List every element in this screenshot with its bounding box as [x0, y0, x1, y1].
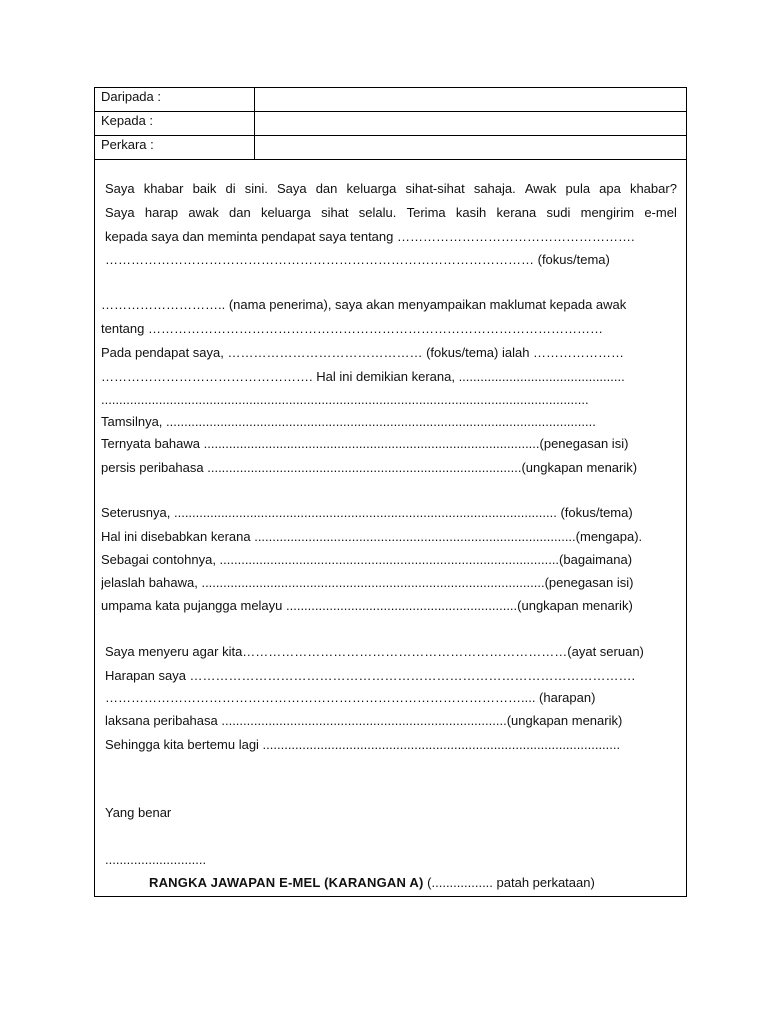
para1-line4: ……………………………………………………………………………………… (fokus/tema): [105, 252, 610, 267]
to-row: [95, 112, 686, 136]
para1-line2-word: Terima: [406, 205, 446, 220]
para2-line3: Pada pendapat saya, ……………………………………… (fokus/tema) ialah …………………: [101, 345, 625, 360]
para1-line2-word: mengirim: [580, 205, 635, 220]
from-label: Daripada :: [95, 88, 255, 111]
para1-line1-word: sihat-sihat: [405, 181, 465, 196]
signature-line: ............................: [105, 852, 207, 867]
subject-field[interactable]: [255, 136, 686, 159]
para2-line5: .......................................................................................................................................: [101, 392, 589, 407]
subject-row: [95, 136, 686, 160]
sign-off: Yang benar: [105, 805, 172, 820]
para4-line4: laksana peribahasa ...............................................................................(ungkapan menarik): [105, 713, 623, 728]
para3-line4: jelaslah bahawa, ...............................................................................................(penegasan isi): [101, 575, 634, 590]
para1-line1-word: keluarga: [346, 181, 397, 196]
para1-line1-word: di: [225, 181, 236, 196]
para4-line1: Saya menyeru agar kita…………………………………………………………………(ayat seruan): [105, 644, 644, 659]
para3-line5: umpama kata pujangga melayu ................................................................(ungkapan menarik): [101, 598, 633, 613]
document-title: RANGKA JAWAPAN E-MEL (KARANGAN A): [149, 875, 424, 890]
para1-line1-word: sahaja.: [473, 181, 516, 196]
para1-line3: kepada saya dan meminta pendapat saya tentang ……………………………………………….: [105, 229, 635, 244]
para4-line5: Sehingga kita bertemu lagi ...................................................................................................: [105, 737, 621, 752]
para1-line2-word: kerana: [496, 205, 537, 220]
para4-line3: …………………………………………………………………………………….... (harapan): [105, 690, 596, 705]
para2-line8: persis peribahasa .......................................................................................(ungkapan menarik): [101, 460, 638, 475]
to-field[interactable]: [255, 112, 686, 135]
para1-line1-word: Saya: [105, 181, 135, 196]
para1-line1-word: dan: [315, 181, 338, 196]
para4-line2: Harapan saya ………………………………………………………………………………………….: [105, 668, 636, 683]
para2-line7: Ternyata bahawa .............................................................................................(penegasan isi): [101, 436, 629, 451]
para3-line1: Seterusnya, .......................................................................................................... (fokus/tema): [101, 505, 633, 520]
para2-line1: ……………………….. (nama penerima), saya akan menyampaikan maklumat kepada awak: [101, 297, 627, 312]
para1-line1-word: sini.: [244, 181, 268, 196]
para3-line2: Hal ini disebabkan kerana .........................................................................................(mengapa).: [101, 529, 643, 544]
para1-line1-word: Awak: [524, 181, 557, 196]
from-field[interactable]: [255, 88, 686, 111]
para1-line2-word: keluarga: [260, 205, 311, 220]
para1-line2-word: selalu.: [358, 205, 397, 220]
document-title-line: [149, 875, 679, 891]
para1-line2-word: awak: [188, 205, 219, 220]
para3-line3: Sebagai contohnya, ..............................................................................................(bagaimana): [101, 552, 633, 567]
para1-line1-word: khabar: [143, 181, 184, 196]
para1-line1-word: pula: [565, 181, 591, 196]
para1-line2: [105, 205, 677, 221]
from-row: [95, 88, 686, 112]
para1-line1: [105, 181, 677, 197]
para2-line2: tentang ……………………………………………………………………………………………: [101, 321, 603, 336]
para1-line2-word: dan: [229, 205, 251, 220]
para1-line2-word: harap: [144, 205, 179, 220]
word-count-field[interactable]: (................. patah perkataan): [427, 875, 595, 890]
para2-line4: …………………………………………. Hal ini demikian kerana, ..............................................: [101, 369, 625, 384]
para1-line1-word: Saya: [276, 181, 307, 196]
para1-line1-word: apa: [599, 181, 621, 196]
para1-line2-word: e-mel: [644, 205, 677, 220]
para2-line6: Tamsilnya, .......................................................................................................................: [101, 414, 596, 429]
subject-label: Perkara :: [95, 136, 255, 159]
para1-line2-word: sudi: [546, 205, 571, 220]
to-label: Kepada :: [95, 112, 255, 135]
para1-line2-word: kasih: [455, 205, 487, 220]
para1-line2-word: sihat: [321, 205, 349, 220]
para1-line1-word: khabar?: [629, 181, 677, 196]
email-template-document: [94, 87, 687, 897]
para1-line1-word: baik: [192, 181, 217, 196]
para1-line2-word: Saya: [105, 205, 135, 220]
